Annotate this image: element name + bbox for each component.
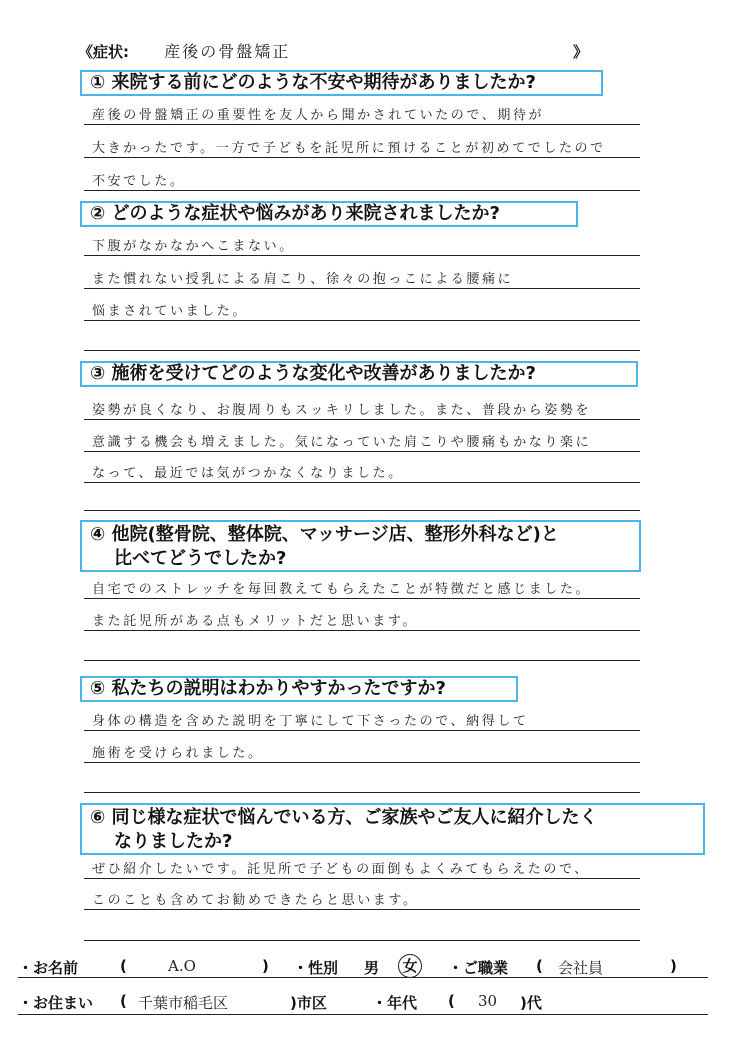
job-value: 会社員 xyxy=(558,959,604,977)
answer-rule xyxy=(84,320,640,321)
gender-label: ・性別 xyxy=(293,959,339,977)
answer-1-line-2: 大きかったです。一方で子どもを託児所に預けることが初めてでしたので xyxy=(92,141,606,156)
age-close: )代 xyxy=(520,994,542,1012)
answer-rule xyxy=(84,660,640,661)
answer-rule xyxy=(84,288,640,289)
age-open: ( xyxy=(448,992,455,1010)
symptom-header xyxy=(78,40,588,64)
question-5: ⑤ 私たちの説明はわかりやすかったですか? xyxy=(80,676,518,702)
answer-4-line-1: 自宅でのストレッチを毎回教えてもらえたことが特徴だと感じました。 xyxy=(92,582,592,597)
answer-rule xyxy=(84,255,640,256)
gender-male: 男 xyxy=(364,959,380,977)
answer-rule xyxy=(84,157,640,158)
question-4 xyxy=(80,520,641,572)
address-open: ( xyxy=(120,992,127,1010)
answer-3-line-3: なって、最近では気がつかなくなりました。 xyxy=(92,466,404,481)
answer-rule xyxy=(84,940,640,941)
gender-female-circled: 女 xyxy=(398,954,422,978)
answer-rule xyxy=(84,630,640,631)
answer-rule xyxy=(84,730,640,731)
answer-5-line-1: 身体の構造を含めた説明を丁寧にして下さったので、納得して xyxy=(92,714,529,729)
answer-rule xyxy=(84,792,640,793)
answer-rule xyxy=(84,598,640,599)
answer-rule xyxy=(84,762,640,763)
symptom-label: 《症状: xyxy=(78,43,129,61)
address-value: 千葉市稲毛区 xyxy=(138,994,229,1012)
footer-rule xyxy=(18,1014,708,1015)
question-3: ③ 施術を受けてどのような変化や改善がありましたか? xyxy=(80,361,638,387)
answer-1-line-3: 不安でした。 xyxy=(92,174,186,189)
question-4-line-2: 比べてどうでしたか? xyxy=(114,548,287,569)
answer-2-line-3: 悩まされていました。 xyxy=(92,304,249,319)
question-6 xyxy=(80,803,705,855)
job-label: ・ご職業 xyxy=(448,959,509,977)
name-label: ・お名前 xyxy=(18,959,79,977)
answer-4-line-2: また託児所がある点もメリットだと思います。 xyxy=(92,614,419,629)
name-close: ) xyxy=(262,957,269,975)
name-value: A.O xyxy=(168,957,196,975)
answer-rule xyxy=(84,482,640,483)
age-label: ・年代 xyxy=(372,994,418,1012)
answer-6-line-2: このことも含めてお勧めできたらと思います。 xyxy=(92,893,419,908)
footer-row-1 xyxy=(18,953,708,983)
answer-rule xyxy=(84,419,640,420)
question-4-line-1: ④ 他院(整骨院、整体院、マッサージ店、整形外科など)と xyxy=(90,524,559,545)
question-1: ① 来院する前にどのような不安や期待がありましたか? xyxy=(80,70,603,96)
job-open: ( xyxy=(536,957,543,975)
question-2: ② どのような症状や悩みがあり来院されましたか? xyxy=(80,201,578,227)
answer-2-line-1: 下腹がなかなかへこまない。 xyxy=(92,239,295,254)
answer-rule xyxy=(84,124,640,125)
name-open: ( xyxy=(120,957,127,975)
question-6-line-2: なりましたか? xyxy=(114,831,233,852)
answer-5-line-2: 施術を受けられました。 xyxy=(92,746,264,761)
address-close: )市区 xyxy=(290,994,327,1012)
symptom-close: 》 xyxy=(572,43,588,61)
address-label: ・お住まい xyxy=(18,994,94,1012)
answer-rule xyxy=(84,190,640,191)
answer-rule xyxy=(84,909,640,910)
answer-rule xyxy=(84,451,640,452)
answer-rule xyxy=(84,878,640,879)
job-close: ) xyxy=(670,957,677,975)
answer-6-line-1: ぜひ紹介したいです。託児所で子どもの面倒もよくみてもらえたので、 xyxy=(92,862,590,877)
question-6-line-1: ⑥ 同じ様な症状で悩んでいる方、ご家族やご友人に紹介したく xyxy=(90,807,598,828)
answer-rule xyxy=(84,350,640,351)
age-value: 30 xyxy=(478,992,498,1010)
answer-rule xyxy=(84,510,640,511)
answer-1-line-1: 産後の骨盤矯正の重要性を友人から聞かされていたので、期待が xyxy=(92,108,545,123)
symptom-value: 産後の骨盤矯正 xyxy=(164,42,291,61)
footer-rule xyxy=(18,977,708,978)
answer-3-line-1: 姿勢が良くなり、お腹周りもスッキリしました。また、普段から姿勢を xyxy=(92,403,592,418)
answer-3-line-2: 意識する機会も増えました。気になっていた肩こりや腰痛もかなり楽に xyxy=(92,435,592,450)
answer-2-line-2: また慣れない授乳による肩こり、徐々の抱っこによる腰痛に xyxy=(92,272,514,287)
